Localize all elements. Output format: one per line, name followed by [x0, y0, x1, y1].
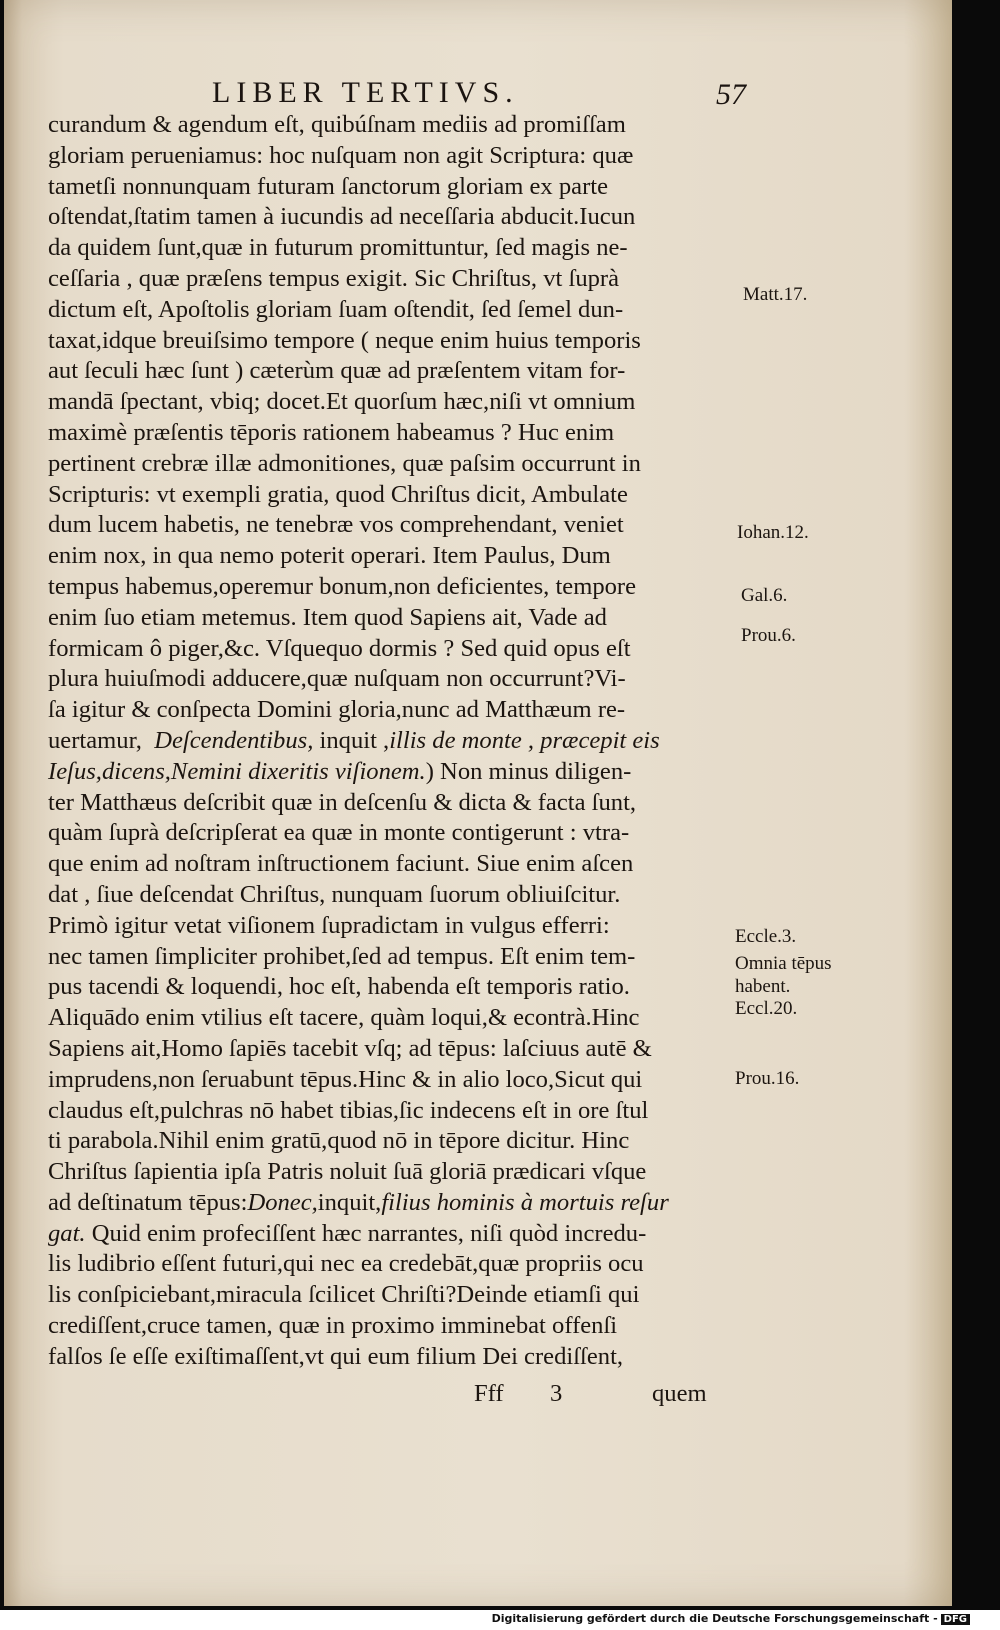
text-line: ceſſaria , quæ præſens tempus exigit. Sic Chriſtus, vt ſuprà — [48, 264, 620, 292]
text-span: inquit, — [317, 1188, 382, 1216]
margin-note-ecclesiastes: Eccle.3. — [735, 926, 797, 947]
main-text — [48, 110, 748, 1373]
margin-note-eccl-20: Eccl.20. — [735, 998, 798, 1019]
text-line: lis conſpiciebant,miracula ſcilicet Chriſti?Deinde etiamſi qui — [48, 1281, 640, 1309]
text-line: crediſſent,cruce tamen, quæ in proximo imminebat offenſi — [48, 1312, 618, 1340]
text-line: claudus eſt,pulchras nō habet tibias,ſic indecens eſt in ore ſtul — [48, 1096, 649, 1124]
text-line: plura huiuſmodi adducere,quæ nuſquam non occurrunt?Vi- — [48, 665, 626, 693]
text-line: Aliquādo enim vtilius eſt tacere, quàm loqui,& econtrà.Hinc — [48, 1004, 640, 1032]
text-line: pertinent crebræ illæ admonitiones, quæ paſsim occurrunt in — [48, 449, 641, 477]
text-line: Chriſtus ſapientia ipſa Patris noluit ſuā gloriā prædicari vſque — [48, 1158, 647, 1186]
text-line: dictum eſt, Apoſtolis gloriam ſuam oſtendit, ſed ſemel dun- — [48, 295, 624, 323]
text-line — [48, 757, 748, 788]
text-span: ) Non minus diligen- — [425, 757, 632, 785]
page-number: 57 — [716, 78, 746, 111]
text-line: ſa igitur & conſpecta Domini gloria,nunc ad Matthæum re- — [48, 696, 626, 724]
text-line: mandā ſpectant, vbiq; docet.Et quorſum hæc,niſi vt omnium — [48, 388, 636, 416]
text-line: curandum & agendum eſt, quibúſnam mediis ad promiſſam — [48, 111, 626, 138]
text-line — [48, 1219, 748, 1250]
signature-number: 3 — [550, 1380, 563, 1407]
text-line: Sapiens ait,Homo ſapiēs tacebit vſq; ad tēpus: laſciuus autē & — [48, 1034, 652, 1062]
italic-span: Ieſus,dicens,Nemini dixeritis viſionem. — [48, 757, 426, 785]
text-line: tempus habemus,operemur bonum,non deficientes, tempore — [48, 572, 637, 600]
text-line: da quidem ſunt,quæ in futurum promittuntur, ſed magis ne- — [48, 234, 628, 262]
text-line: enim ſuo etiam metemus. Item quod Sapiens ait, Vade ad — [48, 603, 607, 631]
text-line — [48, 1188, 748, 1219]
text-line: lis ludibrio eſſent futuri,qui nec ea credebāt,quæ propriis ocu — [48, 1250, 644, 1278]
text-line: aut ſeculi hæc ſunt ) cæterùm quæ ad præſentem vitam for- — [48, 357, 626, 385]
text-line: imprudens,non ſeruabunt tēpus.Hinc & in alio loco,Sicut qui — [48, 1065, 643, 1093]
book-page — [4, 0, 952, 1606]
text-line: formicam ô piger,&c. Vſquequo dormis ? Sed quid opus eſt — [48, 634, 631, 662]
margin-note-proverbs-6: Prou.6. — [741, 625, 796, 646]
margin-note-proverbs-16: Prou.16. — [735, 1068, 800, 1089]
italic-span: illis de monte , præcepit eis — [389, 726, 660, 754]
text-line: dum lucem habetis, ne tenebræ vos comprehendant, veniet — [48, 511, 624, 539]
catchword: quem — [652, 1380, 707, 1407]
credit-text: Digitalisierung gefördert durch die Deutsche Forschungsgemeinschaft - — [491, 1612, 938, 1625]
italic-span: filius hominis à mortuis reſur — [381, 1188, 669, 1216]
italic-span: Deſcendentibus, — [154, 726, 314, 754]
dfg-logo: DFG — [941, 1614, 970, 1625]
margin-note-galatians: Gal.6. — [741, 585, 788, 606]
text-span: ad deſtinatum tēpus: — [48, 1188, 248, 1216]
signature-mark: Fff — [474, 1380, 504, 1407]
text-line: Primò igitur vetat viſionem ſupradictam in vulgus efferri: — [48, 911, 610, 939]
text-line: oſtendat,ſtatim tamen à iucundis ad neceſſaria abducit.Iucun — [48, 203, 636, 231]
margin-note-omnia: Omnia tēpus — [735, 953, 832, 974]
digitization-credit — [492, 1612, 970, 1625]
margin-note-john: Iohan.12. — [737, 522, 809, 543]
italic-span: gat. — [48, 1219, 86, 1247]
text-line: Scripturis: vt exempli gratia, quod Chriſtus dicit, Ambulate — [48, 480, 628, 508]
text-line: pus tacendi & loquendi, hoc eſt, habenda eſt temporis ratio. — [48, 973, 630, 1001]
text-line: tametſi nonnunquam futuram ſanctorum gloriam ex parte — [48, 172, 609, 200]
text-line: maximè præſentis tēporis rationem habeamus ? Huc enim — [48, 418, 615, 446]
text-line: gloriam perueniamus: hoc nuſquam non agit Scriptura: quæ — [48, 141, 634, 169]
text-span: uertamur, — [48, 726, 142, 754]
running-head: LIBER TERTIVS. — [212, 76, 519, 109]
text-line — [48, 726, 748, 757]
text-line: ti parabola.Nihil enim gratū,quod nō in tēpore dicitur. Hinc — [48, 1127, 630, 1155]
text-line: taxat,idque breuiſsimo tempore ( neque enim huius temporis — [48, 326, 641, 354]
text-line: que enim ad noſtram inſtructionem faciunt. Siue enim aſcen — [48, 850, 634, 878]
text-line: dat , ſiue deſcendat Chriſtus, nunquam ſuorum obliuiſcitur. — [48, 880, 621, 908]
text-line: nec tamen ſimpliciter prohibet,ſed ad tempus. Eſt enim tem- — [48, 942, 636, 970]
text-line: falſos ſe eſſe exiſtimaſſent,vt qui eum filium Dei crediſſent, — [48, 1342, 624, 1370]
text-span: inquit , — [313, 726, 390, 754]
text-line: ter Matthæus deſcribit quæ in deſcenſu & dicta & facta ſunt, — [48, 788, 637, 816]
italic-span: Donec, — [247, 1188, 318, 1216]
margin-note-habent: habent. — [735, 976, 791, 997]
margin-note-matthew: Matt.17. — [743, 284, 808, 305]
text-line: quàm ſuprà deſcripſerat ea quæ in monte contigerunt : vtra- — [48, 819, 630, 847]
text-line: enim nox, in qua nemo poterit operari. Item Paulus, Dum — [48, 542, 611, 570]
text-span: Quid enim profeciſſent hæc narrantes, niſi quòd incredu- — [85, 1219, 647, 1247]
